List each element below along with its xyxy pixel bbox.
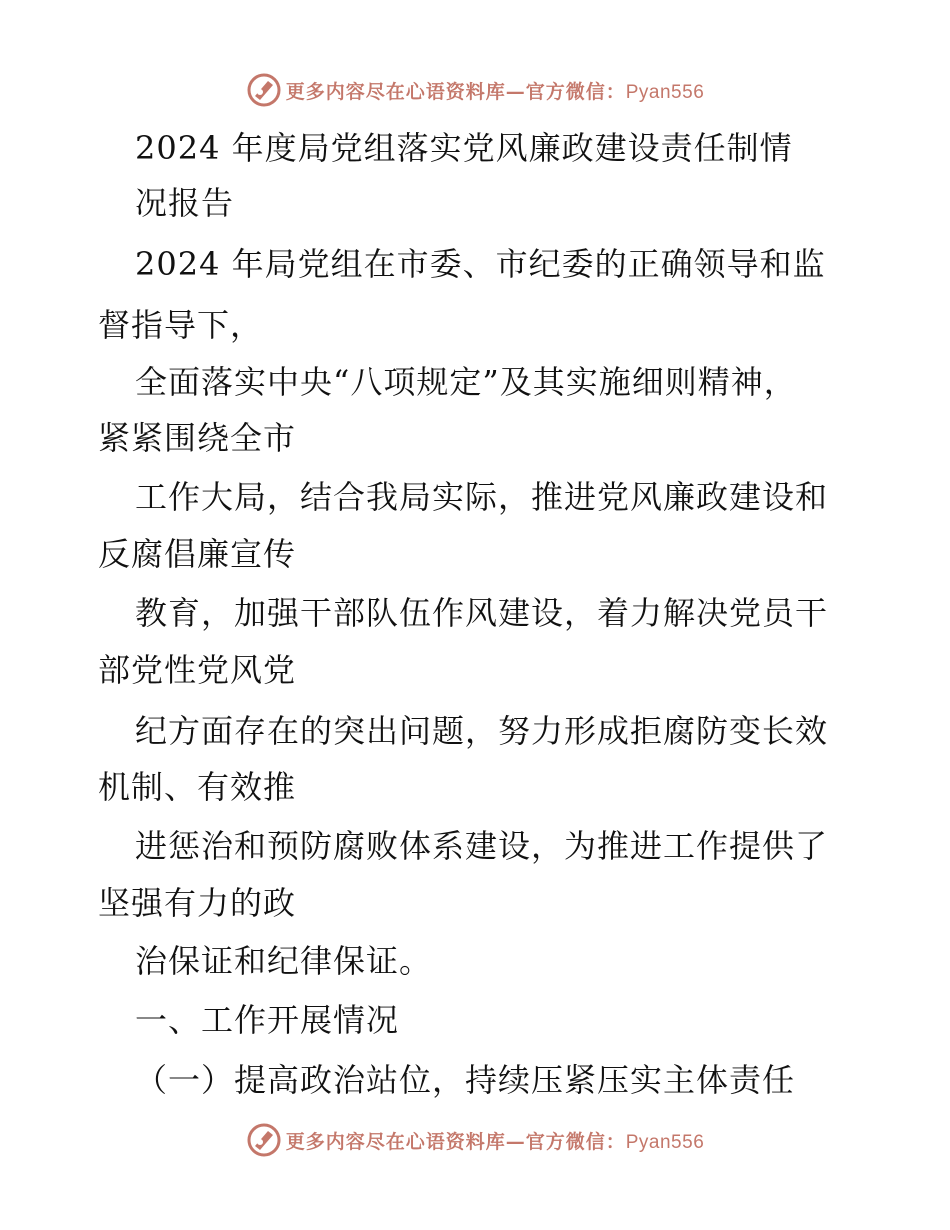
document-title-line-2: 况报告 (135, 184, 235, 222)
paragraph-line: 部党性党风党 (98, 651, 297, 689)
paragraph-line: 2024 年局党组在市委、市纪委的正确领导和监 (135, 245, 826, 283)
subsection-heading: （一）提高政治站位，持续压紧压实主体责任 (135, 1061, 796, 1099)
section-heading: 一、工作开展情况 (135, 1001, 400, 1039)
paragraph-line: 督指导下， (98, 306, 264, 344)
red-seal-logo-icon (246, 1122, 282, 1158)
watermark-header (0, 70, 950, 110)
watermark-wechat-id: Pyan556 (625, 81, 705, 103)
paragraph-line: 机制、有效推 (98, 768, 297, 806)
paragraph-line: 坚强有力的政 (98, 884, 297, 922)
paragraph-line: 纪方面存在的突出问题，努力形成拒腐防变长效 (135, 712, 829, 750)
paragraph-line: 治保证和纪律保证。 (135, 942, 433, 980)
document-title-line-1: 2024 年度局党组落实党风廉政建设责任制情 (135, 129, 793, 167)
red-seal-logo-icon (246, 72, 282, 108)
paragraph-line: 工作大局，结合我局实际，推进党风廉政建设和 (135, 478, 829, 516)
paragraph-line: 紧紧围绕全市 (98, 419, 297, 457)
watermark-text: 更多内容尽在心语资料库—官方微信：Pyan556 (285, 80, 705, 103)
paragraph-line: 全面落实中央“八项规定”及其实施细则精神， (135, 363, 797, 401)
paragraph-line: 反腐倡廉宣传 (98, 535, 297, 573)
watermark-text: 更多内容尽在心语资料库—官方微信：Pyan556 (285, 1130, 705, 1153)
paragraph-line: 进惩治和预防腐败体系建设，为推进工作提供了 (135, 827, 829, 865)
watermark-footer (0, 1120, 950, 1160)
watermark-wechat-id: Pyan556 (625, 1131, 705, 1153)
paragraph-line: 教育，加强干部队伍作风建设，着力解决党员干 (135, 594, 829, 632)
